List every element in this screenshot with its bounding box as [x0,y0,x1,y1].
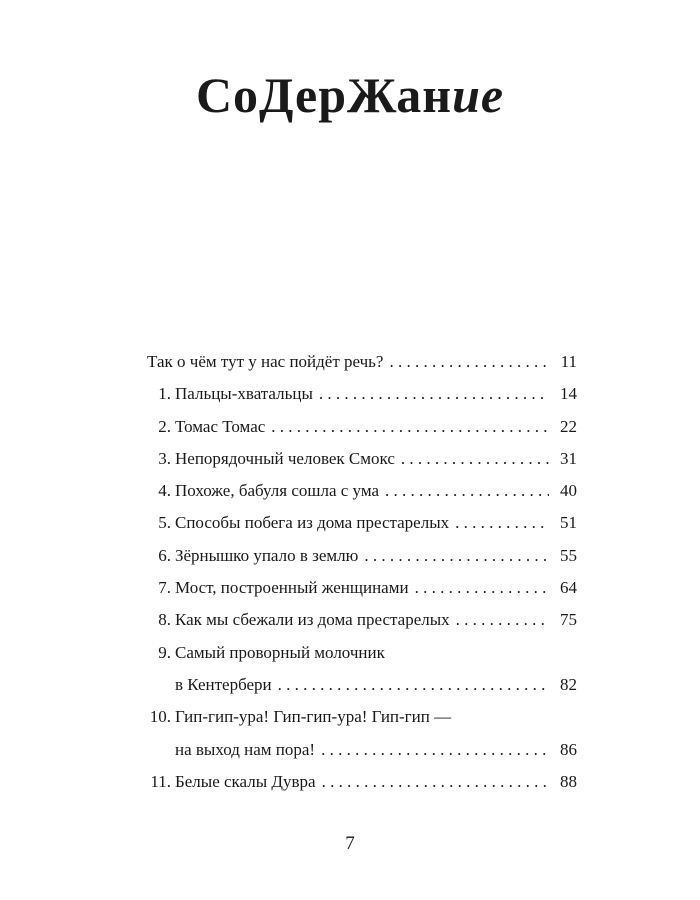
toc-entry-title: Пальцы-хватальцы [175,384,313,404]
toc-leader-dots [322,766,549,798]
toc-entry-number: 11. [150,771,171,791]
toc-leader-dots [389,346,549,378]
toc-entry-title: Гип-гип-ура! Гип-гип-ура! Гип-гип — [175,707,452,727]
toc-entry-title: Белые скалы Дувра [175,771,316,791]
toc-entry-page: 40 [560,481,577,501]
toc-entry-number: 8. [158,610,171,630]
toc-entry-title: Как мы сбежали из дома престарелых [175,610,450,630]
toc-entry-title: Самый проворный молочник [175,642,385,662]
toc-entry-chapter-9[interactable] [147,637,577,669]
toc-entry-chapter-9-cont[interactable] [147,669,577,701]
toc-entry-chapter-2[interactable] [147,411,577,443]
page-title-tail: ие [452,67,505,123]
toc-leader-dots [455,507,549,539]
toc-leader-dots [415,572,549,604]
toc-entry-title: Непорядочный человек Смокс [175,448,395,468]
toc-entry-title: Способы побега из дома престарелых [175,513,450,533]
toc-entry-page: 86 [560,739,577,759]
toc-entry-intro[interactable] [147,346,577,378]
toc-entry-number: 10. [149,707,171,727]
toc-leader-dots [401,443,549,475]
toc-entry-chapter-6[interactable] [147,540,577,572]
toc-entry-title: Мост, построенный женщинами [175,578,409,598]
toc-entry-page: 31 [560,448,577,468]
toc-entry-number: 5. [158,513,171,533]
toc-entry-page: 75 [560,610,577,630]
toc-entry-page: 51 [560,513,577,533]
toc-entry-number: 3. [158,448,171,468]
toc-entry-number: 2. [158,416,171,436]
toc-entry-page: 88 [560,771,577,791]
toc-entry-chapter-10-cont[interactable] [147,734,577,766]
toc-leader-dots [319,378,549,410]
toc-entry-page: 14 [560,384,577,404]
toc-entry-chapter-4[interactable] [147,475,577,507]
toc-entry-chapter-11[interactable] [147,766,577,798]
toc-entry-title: Зёрнышко упало в землю [175,545,359,565]
toc-entry-title: Так о чём тут у нас пойдёт речь? [147,352,384,371]
toc-entry-chapter-3[interactable] [147,443,577,475]
toc-entry-chapter-1[interactable] [147,378,577,410]
toc-entry-chapter-8[interactable] [147,604,577,636]
toc-entry-page: 55 [560,545,577,565]
toc-leader-dots [456,604,549,636]
toc-leader-dots [385,475,549,507]
toc-entry-number: 6. [158,545,171,565]
toc-entry-page: 22 [560,416,577,436]
toc-leader-dots [364,540,549,572]
toc-entry-chapter-7[interactable] [147,572,577,604]
toc-entry-chapter-10[interactable] [147,701,577,733]
toc-entry-page: 64 [560,578,577,598]
page-number: 7 [345,833,355,854]
toc-entry-number: 4. [158,481,171,501]
toc-entry-number: 9. [158,642,171,662]
toc-entry-title: в Кентербери [175,674,272,694]
toc-leader-dots [321,734,549,766]
toc-entry-title: Томас Томас [175,416,266,436]
toc-entry-number: 1. [158,384,171,404]
page-title-main: СоДерЖан [195,67,453,123]
table-of-contents [147,346,577,798]
toc-entry-chapter-5[interactable] [147,507,577,539]
toc-leader-dots [278,669,549,701]
toc-leader-dots [271,411,549,443]
toc-entry-page: 82 [560,674,577,694]
toc-entry-number: 7. [158,578,171,598]
toc-entry-title: на выход нам пора! [175,739,316,759]
toc-entry-title: Похоже, бабуля сошла с ума [175,481,380,501]
page-title [0,67,700,123]
toc-entry-page: 11 [560,352,577,371]
